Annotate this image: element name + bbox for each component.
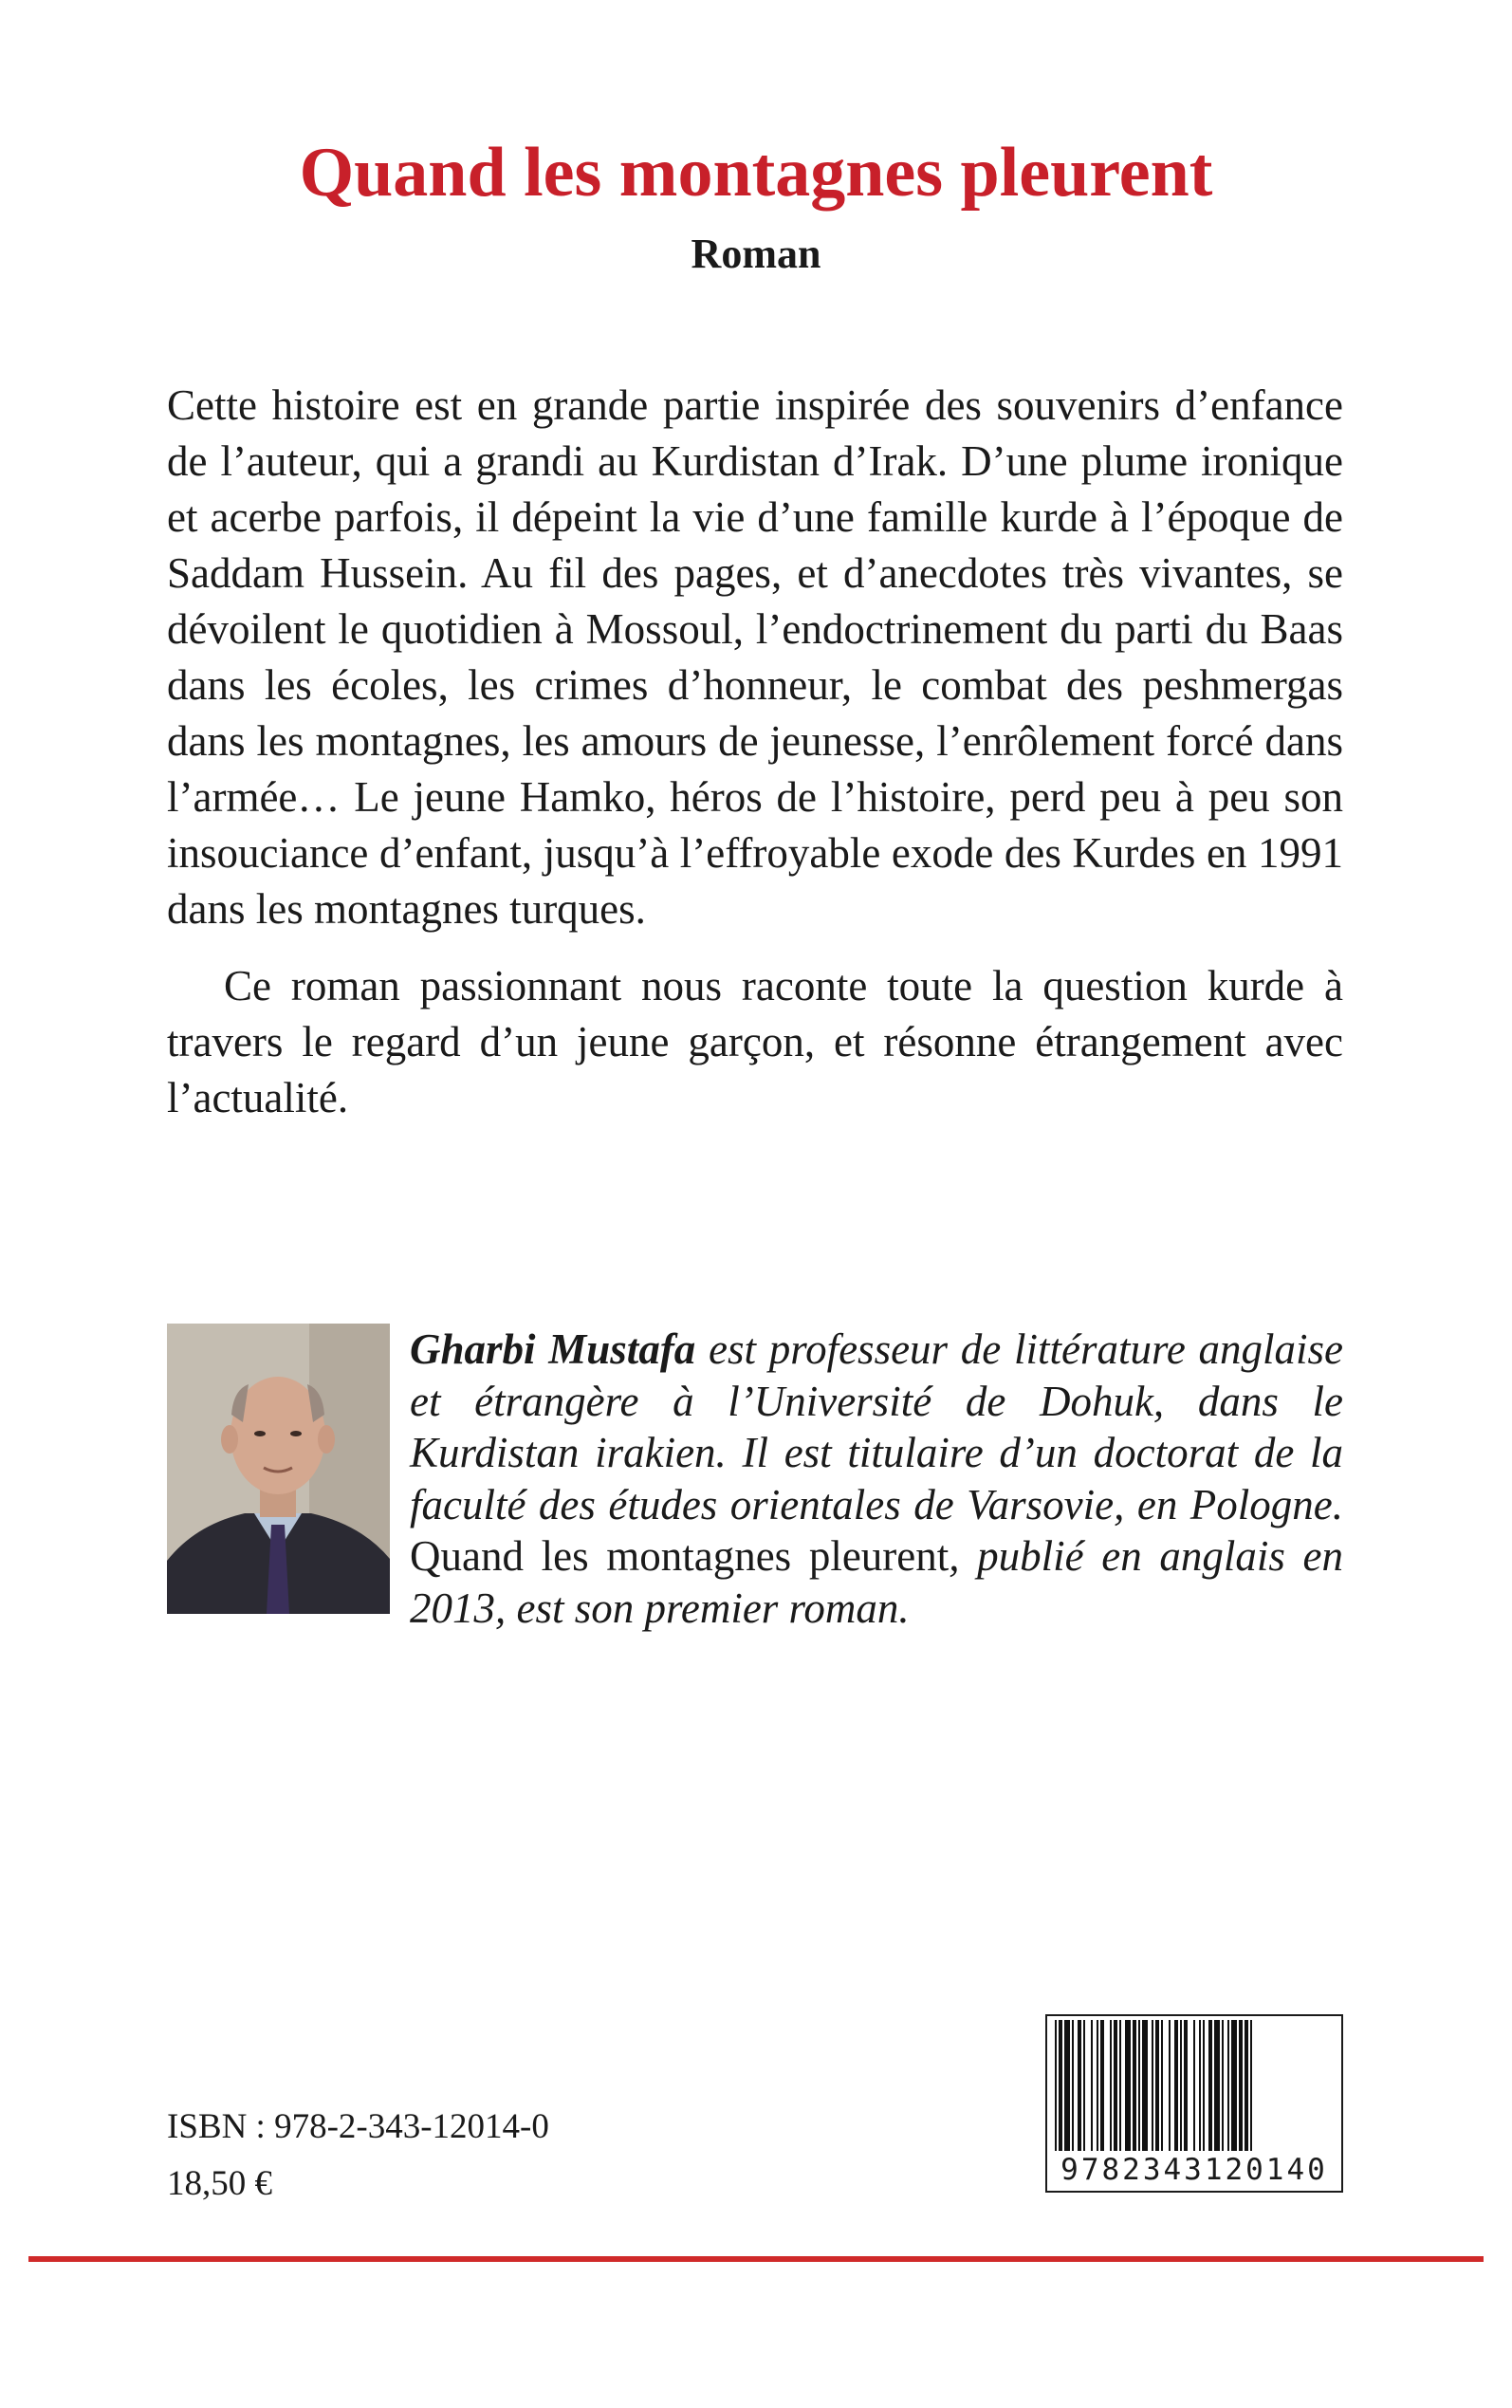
barcode-bar <box>1097 2020 1098 2151</box>
barcode-bar <box>1184 2020 1188 2151</box>
barcode-bar <box>1161 2020 1163 2151</box>
back-cover-blurb <box>167 378 1343 1126</box>
book-genre: Roman <box>691 231 821 277</box>
barcode-bar <box>1055 2020 1057 2151</box>
isbn-text: ISBN : 978-2-343-12014-0 <box>167 2107 549 2146</box>
author-book-title: Quand les montagnes pleurent <box>410 1532 950 1580</box>
barcode-bar <box>1199 2020 1201 2151</box>
barcode-bar <box>1133 2020 1136 2151</box>
barcode-bar <box>1059 2020 1062 2151</box>
barcode-bar <box>1152 2020 1153 2151</box>
barcode-bar <box>1169 2020 1171 2151</box>
barcode-bar <box>1231 2020 1237 2151</box>
barcode-bar <box>1110 2020 1112 2151</box>
author-photo <box>167 1324 390 1614</box>
author-section <box>167 1324 1344 1632</box>
barcode-digits: 9782343120140 <box>1060 2153 1328 2187</box>
blurb-paragraph-1: Cette histoire est en grande partie inspirée des souvenirs d’enfance de l’auteur, qui a grandi au Kurdistan d’Irak. D’une plume ironique et acerbe parfois, il dépeint la vie d’une famille kurde à l’époque de Saddam Hussein. Au fil des pages, et d’anecdotes très vivantes, se dévoilent le quotidien à Mossoul, l’endoctrinement du parti du Baas dans les écoles, les crimes d’honneur, le combat des peshmergas dans les montagnes, les amours de jeunesse, l’enrôlement forcé dans l’armée… Le jeune Hamko, héros de l’histoire, perd peu à peu son insouciance d’enfant, jusqu’à l’effroyable exode des Kurdes en 1991 dans les montagnes turques. <box>167 381 1343 933</box>
author-bio-part-1: est professeur de littérature anglaise et étrangère à l’Université de Dohuk, dans le Kurdistan irakien. Il est titulaire d’un doctorat de la faculté des études orientales de Varsovie, en Pologne. <box>410 1325 1344 1528</box>
barcode-bar <box>1091 2020 1093 2151</box>
barcode-bar <box>1250 2020 1252 2151</box>
barcode-bar <box>1064 2020 1070 2151</box>
barcode-bar <box>1119 2020 1121 2151</box>
barcode-bar <box>1214 2020 1220 2151</box>
barcode-bar <box>1078 2020 1081 2151</box>
barcode-bar <box>1245 2020 1248 2151</box>
book-title: Quand les montagnes pleurent <box>299 134 1213 212</box>
author-bio-part-2: , publié en anglais en 2013, est son premier roman. <box>410 1532 1343 1632</box>
blurb-paragraph-2: Ce roman passionnant nous raconte toute la question kurde à travers le regard d’un jeune garçon, et résonne étrangement avec l’actualité. <box>167 962 1343 1121</box>
author-name: Gharbi Mustafa <box>410 1325 696 1373</box>
barcode-bar <box>1208 2020 1212 2151</box>
barcode-bar <box>1203 2020 1205 2151</box>
barcode-bar <box>1125 2020 1131 2151</box>
author-bio <box>410 1324 1343 1634</box>
author-portrait-icon <box>167 1324 390 1614</box>
barcode-bar <box>1072 2020 1074 2151</box>
barcode-bar <box>1142 2020 1148 2151</box>
barcode-bar <box>1180 2020 1182 2151</box>
barcode-bar <box>1100 2020 1104 2151</box>
barcode-bar <box>1174 2020 1178 2151</box>
barcode-bar <box>1227 2020 1229 2151</box>
bottom-red-rule <box>0 2256 1512 2262</box>
barcode-bar <box>1155 2020 1159 2151</box>
price-text: 18,50 € <box>167 2164 272 2203</box>
barcode-bar <box>1239 2020 1243 2151</box>
barcode-bar <box>1193 2020 1195 2151</box>
barcode-bar <box>1138 2020 1140 2151</box>
barcode-bar <box>1222 2020 1224 2151</box>
barcode-bar <box>1114 2020 1117 2151</box>
barcode-bar <box>1083 2020 1085 2151</box>
